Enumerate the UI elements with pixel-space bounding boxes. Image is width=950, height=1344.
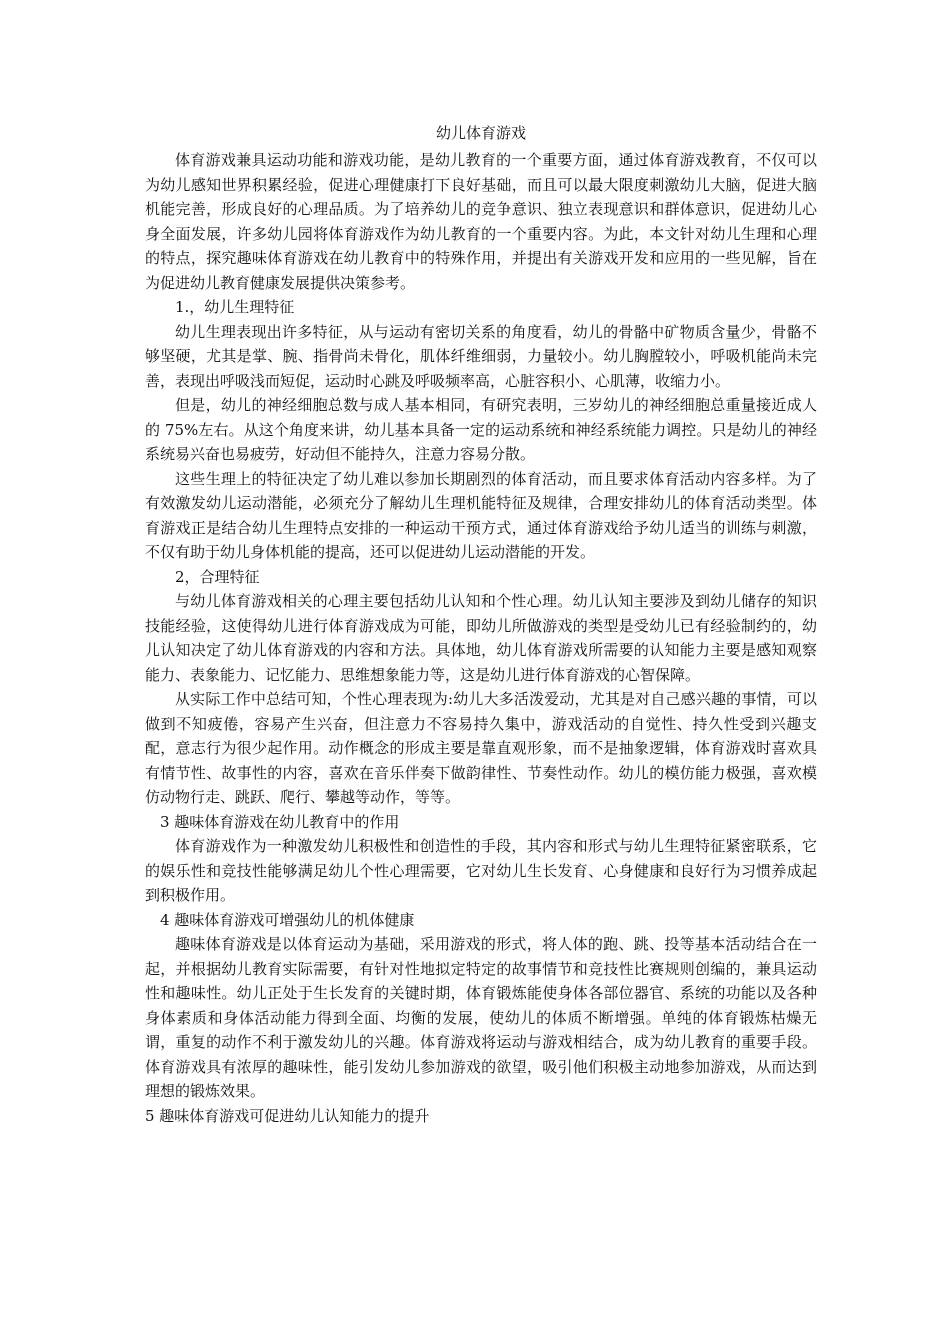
section-4-paragraph-1: 趣味体育游戏是以体育运动为基础，采用游戏的形式，将人体的跑、跳、投等基本活动结合在一起，并根据幼儿教育实际需要，有针对性地拟定特定的故事情节和竞技性比赛规则创编的，兼具运动性和趣味性。幼儿正处于生长发育的关键时期，体育锻炼能使身体各部位器官、系统的功能以及各种身体素质和身体活动能力得到全面、均衡的发展，使幼儿的体质不断增强。单纯的体育锻炼枯燥无谓，重复的动作不利于激发幼儿的兴趣。体育游戏将运动与游戏相结合，成为幼儿教育的重要手段。体育游戏具有浓厚的趣味性，能引发幼儿参加游戏的欲望，吸引他们积极主动地参加游戏，从而达到理想的锻炼效果。 — [145, 935, 817, 1100]
section-4-heading: 4 趣味体育游戏可增强幼儿的机体健康 — [160, 910, 415, 929]
section-1-paragraph-2: 但是，幼儿的神经细胞总数与成人基本相同，有研究表明，三岁幼儿的神经细胞总重量接近成人的 75%左右。从这个角度来讲，幼儿基本具备一定的运动系统和神经系统能力调控。只是幼儿的神经系统易兴奋也易疲劳，好动但不能持久，注意力容易分散。 — [145, 396, 817, 463]
document-page — [145, 118, 817, 1128]
section-5-heading: 5 趣味体育游戏可促进幼儿认知能力的提升 — [145, 1106, 430, 1125]
section-1-heading: 1.，幼儿生理特征 — [175, 298, 295, 316]
section-2-paragraph-2: 从实际工作中总结可知，个性心理表现为:幼儿大多活泼爱动，尤其是对自己感兴趣的事情，可以做到不知疲倦，容易产生兴奋，但注意力不容易持久集中，游戏活动的自觉性、持久性受到兴趣支配，意志行为很少起作用。动作概念的形成主要是靠直观形象，而不是抽象逻辑，体育游戏时喜欢具有情节性、故事性的内容，喜欢在音乐伴奏下做韵律性、节奏性动作。幼儿的模仿能力极强，喜欢模仿动物行走、跳跃、爬行、攀越等动作，等等。 — [145, 690, 817, 806]
intro-paragraph: 体育游戏兼具运动功能和游戏功能，是幼儿教育的一个重要方面，通过体育游戏教育，不仅可以为幼儿感知世界积累经验，促进心理健康打下良好基础，而且可以最大限度刺激幼儿大脑，促进大脑机能完善，形成良好的心理品质。为了培养幼儿的竞争意识、独立表现意识和群体意识，促进幼儿心身全面发展，许多幼儿园将体育游戏作为幼儿教育的一个重要内容。为此，本文针对幼儿生理和心理的特点，探究趣味体育游戏在幼儿教育中的特殊作用，并提出有关游戏开发和应用的一些见解，旨在为促进幼儿教育健康发展提供决策参考。 — [145, 151, 817, 292]
section-3-heading: 3 趣味体育游戏在幼儿教育中的作用 — [160, 812, 400, 831]
document-title: 幼儿体育游戏 — [435, 124, 526, 142]
section-1-paragraph-3: 这些生理上的特征决定了幼儿难以参加长期剧烈的体育活动，而且要求体育活动内容多样。为了有效激发幼儿运动潜能，必须充分了解幼儿生理机能特征及规律，合理安排幼儿的体育活动类型。体育游戏正是结合幼儿生理特点安排的一种运动干预方式，通过体育游戏给予幼儿适当的训练与刺激，不仅有助于幼儿身体机能的提高，还可以促进幼儿运动潜能的开发。 — [145, 469, 817, 561]
section-1-paragraph-1: 幼儿生理表现出许多特征，从与运动有密切关系的角度看，幼儿的骨骼中矿物质含量少，骨骼不够坚硬，尤其是掌、腕、指骨尚未骨化，肌体纤维细弱，力量较小。幼儿胸膛较小，呼吸机能尚未完善，表现出呼吸浅而短促，运动时心跳及呼吸频率高，心脏容积小、心肌薄，收缩力小。 — [145, 322, 817, 390]
section-2-heading: 2，合理特征 — [175, 567, 260, 586]
section-2-paragraph-1: 与幼儿体育游戏相关的心理主要包括幼儿认知和个性心理。幼儿认知主要涉及到幼儿储存的知识技能经验，这使得幼儿进行体育游戏成为可能，即幼儿所做游戏的类型是受幼儿已有经验制约的，幼儿认知决定了幼儿体育游戏的内容和方法。具体地，幼儿体育游戏所需要的认知能力主要是感知观察能力、表象能力、记忆能力、思维想象能力等，这是幼儿进行体育游戏的心智保障。 — [145, 592, 817, 684]
section-3-paragraph-1: 体育游戏作为一种激发幼儿积极性和创造性的手段，其内容和形式与幼儿生理特征紧密联系，它的娱乐性和竞技性能够满足幼儿个性心理需要，它对幼儿生长发育、心身健康和良好行为习惯养成起到积极作用。 — [145, 837, 817, 904]
